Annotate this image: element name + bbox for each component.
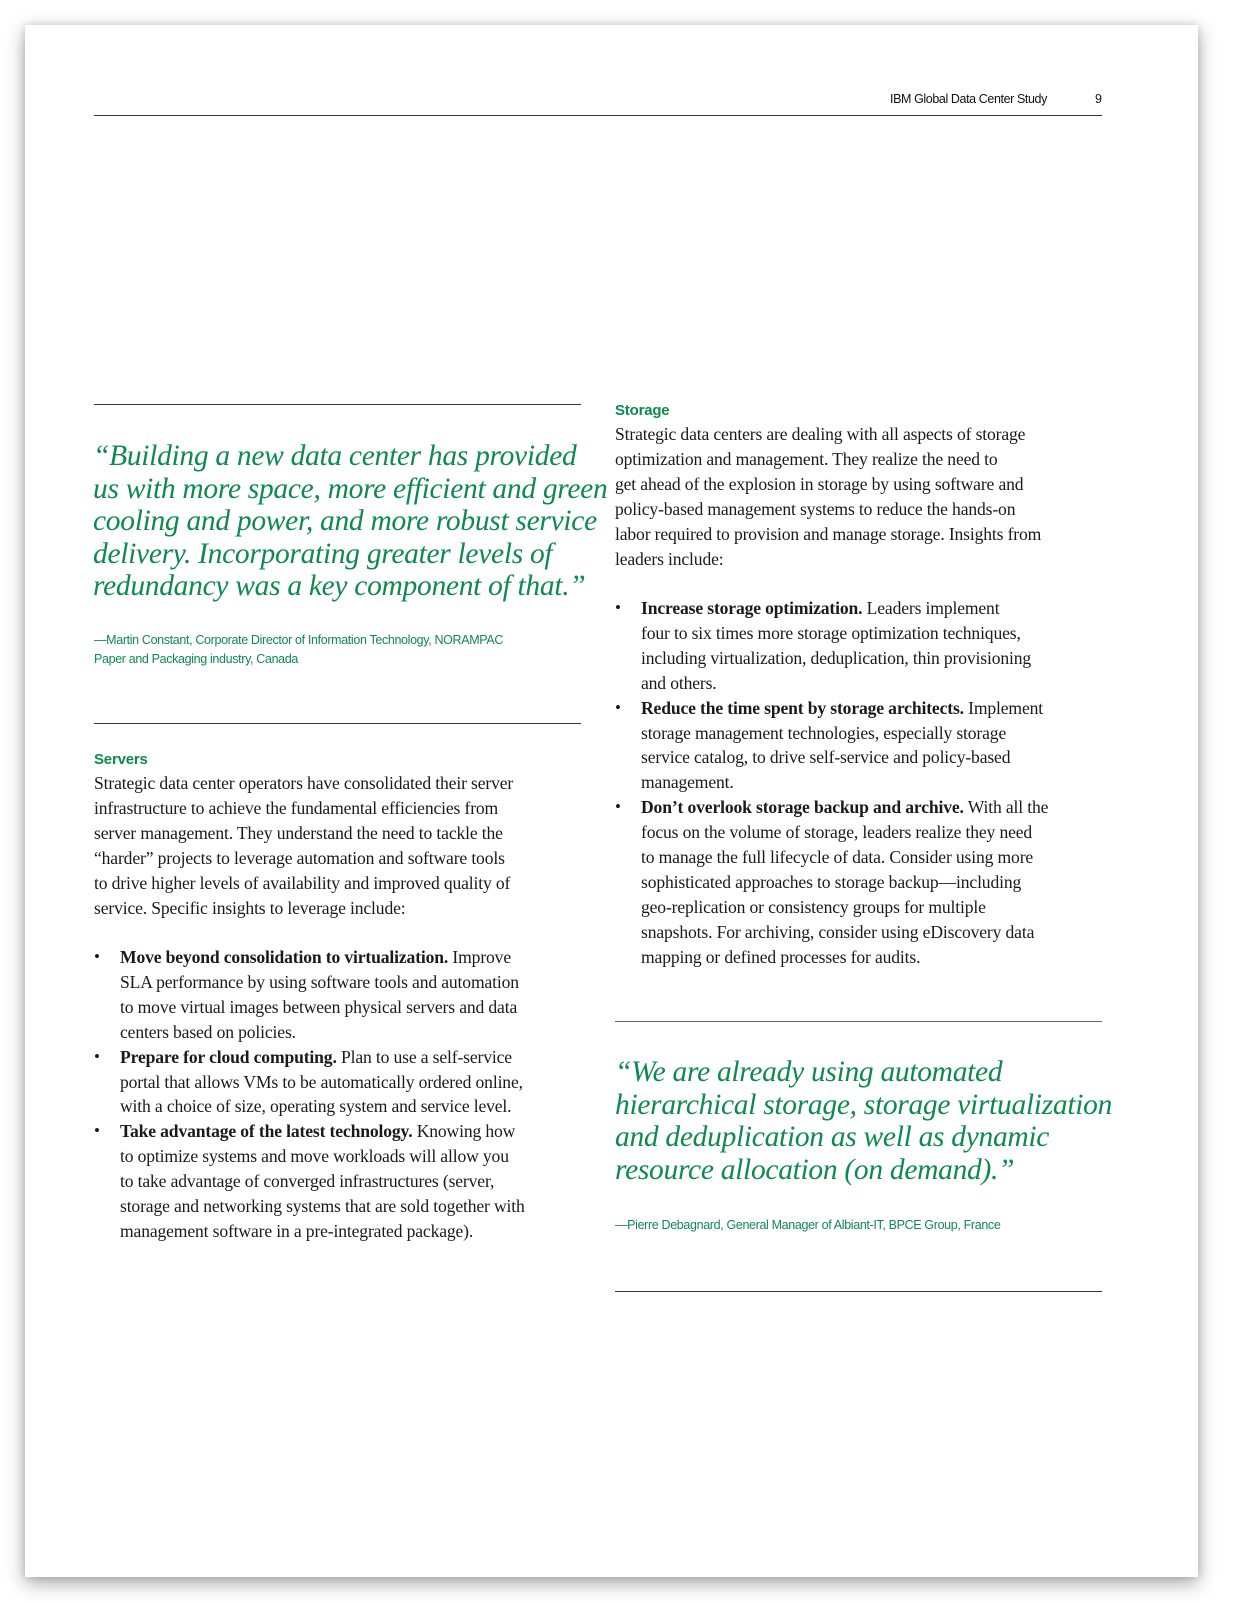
body-line: storage management technologies, especially storage xyxy=(641,722,1007,743)
body-line: to drive higher levels of availability and improved quality of xyxy=(94,872,511,893)
bullet-lead: Prepare for cloud computing. xyxy=(120,1046,337,1067)
body-line: management software in a pre-integrated package). xyxy=(120,1220,474,1241)
bullet-icon: • xyxy=(94,947,100,966)
header-rule xyxy=(94,115,1102,116)
quote-line: cooling and power, and more robust service xyxy=(93,505,597,538)
storage-intro xyxy=(615,422,1041,571)
bullet-first-line xyxy=(120,1045,525,1070)
quote-line: “We are already using automated xyxy=(615,1056,1003,1088)
attribution-line: —Pierre Debagnard, General Manager of Albiant-IT, BPCE Group, France xyxy=(615,1218,1001,1232)
quote-line: us with more space, more efficient and green xyxy=(93,472,608,505)
bullet-icon: • xyxy=(94,1121,100,1141)
quote-line: “Building a new data center has provided xyxy=(93,440,577,472)
body-line: storage and networking systems that are sold together with xyxy=(120,1196,525,1217)
bullet-lead: Don’t overlook storage backup and archive. xyxy=(641,797,964,818)
body-line: leaders include: xyxy=(615,548,724,569)
bullet-first-line xyxy=(641,696,1048,721)
body-line: get ahead of the explosion in storage by using software and xyxy=(615,473,1024,494)
bullet-lead: Take advantage of the latest technology. xyxy=(120,1121,413,1142)
body-line: management. xyxy=(641,772,734,793)
bullet-text: Knowing how xyxy=(412,1121,516,1142)
body-line: and others. xyxy=(641,672,717,693)
body-line: Strategic data centers are dealing with all aspects of storage xyxy=(615,424,1026,444)
body-line: infrastructure to achieve the fundamental efficiencies from xyxy=(94,797,499,818)
body-line: sophisticated approaches to storage backup—including xyxy=(641,871,1022,892)
bullet-first-line xyxy=(120,945,525,970)
body-line: to optimize systems and move workloads will allow you xyxy=(120,1146,509,1167)
left-quote-bottom-rule xyxy=(94,723,581,724)
bullet-item xyxy=(94,1045,525,1120)
body-line: including virtualization, deduplication, thin provisioning xyxy=(641,647,1032,668)
body-line: geo-replication or consistency groups for multiple xyxy=(641,896,986,917)
left-pull-quote xyxy=(93,440,607,603)
bullet-lead: Increase storage optimization. xyxy=(641,598,863,618)
right-quote-attribution xyxy=(615,1216,1000,1235)
attribution-line: —Martin Constant, Corporate Director of Information Technology, NORAMPAC xyxy=(94,633,503,647)
bullet-item xyxy=(615,596,1048,696)
body-line: policy-based management systems to reduce the hands-on xyxy=(615,498,1016,519)
quote-line: and deduplication as well as dynamic xyxy=(615,1121,1050,1154)
storage-heading: Storage xyxy=(615,402,670,419)
bullet-item xyxy=(94,945,525,1045)
body-line: snapshots. For archiving, consider using eDiscovery data xyxy=(641,921,1035,942)
body-line: SLA performance by using software tools and automation xyxy=(120,971,519,992)
bullet-first-line xyxy=(120,1119,525,1144)
left-quote-attribution xyxy=(94,631,503,668)
body-line: optimization and management. They realize the need to xyxy=(615,448,998,469)
body-line: mapping or defined processes for audits. xyxy=(641,946,921,967)
body-line: labor required to provision and manage storage. Insights from xyxy=(615,523,1042,544)
bullet-icon: • xyxy=(615,598,621,617)
bullet-text: Leaders implement xyxy=(862,598,1000,618)
body-line: server management. They understand the need to tackle the xyxy=(94,822,503,843)
servers-intro xyxy=(94,771,513,920)
quote-line: hierarchical storage, storage virtualization xyxy=(615,1088,1113,1121)
bullet-text: Improve xyxy=(448,947,511,967)
body-line: “harder” projects to leverage automation and software tools xyxy=(94,847,505,868)
bullet-first-line xyxy=(641,795,1048,820)
servers-heading: Servers xyxy=(94,751,148,768)
bullet-text: Plan to use a self-service xyxy=(336,1046,512,1067)
right-quote-top-rule xyxy=(615,1021,1102,1022)
right-pull-quote xyxy=(615,1056,1112,1186)
body-line: focus on the volume of storage, leaders realize they need xyxy=(641,822,1033,843)
bullet-icon: • xyxy=(615,697,621,717)
left-quote-top-rule xyxy=(94,404,581,405)
body-line: service catalog, to drive self-service and policy-based xyxy=(641,747,1011,768)
body-line: service. Specific insights to leverage include: xyxy=(94,897,406,918)
bullet-item xyxy=(615,696,1048,796)
running-header-title: IBM Global Data Center Study xyxy=(890,92,1047,106)
body-line: centers based on policies. xyxy=(120,1021,296,1042)
body-line: to move virtual images between physical servers and data xyxy=(120,996,518,1017)
page-number: 9 xyxy=(1095,92,1102,106)
document-page xyxy=(25,25,1198,1577)
bullet-text: With all the xyxy=(963,797,1049,818)
body-line: with a choice of size, operating system and service level. xyxy=(120,1096,512,1117)
bullet-item xyxy=(615,795,1049,969)
quote-line: resource allocation (on demand).” xyxy=(615,1153,1015,1186)
bullet-first-line xyxy=(641,596,1048,621)
bullet-item xyxy=(94,1119,525,1244)
bullet-lead: Move beyond consolidation to virtualization. xyxy=(120,947,449,967)
bullet-icon: • xyxy=(615,797,621,817)
attribution-line: Paper and Packaging industry, Canada xyxy=(94,651,298,666)
bullet-icon: • xyxy=(94,1046,100,1066)
storage-bullet-list xyxy=(615,596,1049,970)
servers-bullet-list xyxy=(94,945,525,1244)
body-line: to manage the full lifecycle of data. Consider using more xyxy=(641,847,1034,868)
right-quote-bottom-rule xyxy=(615,1291,1102,1292)
quote-line: delivery. Incorporating greater levels of xyxy=(93,537,553,570)
quote-line: redundancy was a key component of that.” xyxy=(93,570,586,603)
body-line: to take advantage of converged infrastructures (server, xyxy=(120,1171,495,1192)
body-line: four to six times more storage optimization techniques, xyxy=(641,622,1021,643)
body-line: portal that allows VMs to be automatically ordered online, xyxy=(120,1071,523,1092)
bullet-lead: Reduce the time spent by storage architects. xyxy=(641,697,964,718)
body-line: Strategic data center operators have consolidated their server xyxy=(94,773,514,793)
bullet-text: Implement xyxy=(963,697,1044,718)
